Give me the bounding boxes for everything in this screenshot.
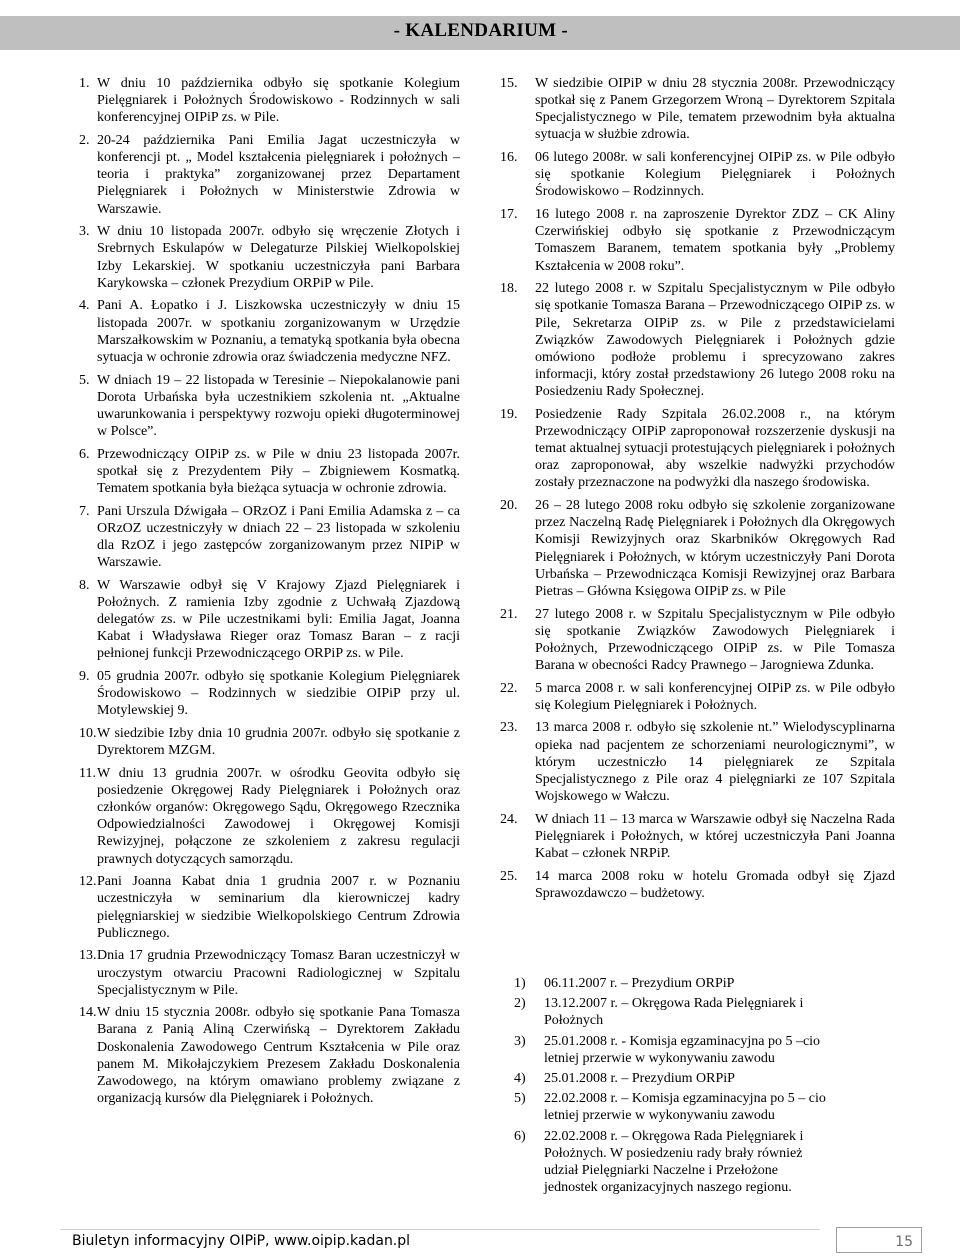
calendar-entry [500,680,895,714]
list-item-text: 05 grudnia 2007r. odbyło się spotkanie Kolegium Pielęgniarek Środowiskowo – Rodzinnych w siedzibie OIPiP przy ul. Motylewskiej 9. [97,669,460,719]
list-item-text: 13 marca 2008 r. odbyło się szkolenie nt.” Wielodyscyplinarna opieka nad pacjentem ze schorzeniami neurologicznymi”, w którym uczestniczło 14 pielęgniarek ze Szpitala Specjalistycznego z Pile oraz 4 pielęgniarki ze 107 Szpitala Wojskowego w Wałczu. [535,720,895,805]
meeting-entry [514,1033,834,1067]
list-item-number: 25. [500,868,518,884]
list-item-number: 7. [79,503,90,519]
calendar-entry [60,725,460,759]
meetings-list [514,975,834,1199]
list-item-number: 17. [500,207,518,223]
list-item-number: 2. [79,132,90,148]
list-item-text: Pani Urszula Dźwigała – ORzOZ i Pani Emilia Adamska z – ca ORzOZ uczestniczyły w dniach 22 – 23 listopada w szkoleniu dla RzOZ i jego zastępców zorganizowanym przez NIPiP w Warszawie. [97,503,460,571]
calendar-entry [500,206,895,275]
list-item-number: 15. [500,76,518,91]
calendar-entry [500,606,895,675]
list-item-number: 3) [514,1033,526,1049]
calendar-entry [60,132,460,218]
list-item-text: 26 – 28 lutego 2008 roku odbyło się szkolenie zorganizowane przez Naczelną Radę Pielęgniarek i Położnych dla Okręgowych Komisji Rewizyjnych oraz Skarbników Okręgowych Rad Pielęgniarek i Położnych, w którym uczestniczyły Pani Dorota Urbańska – Przewodnicząca Komisji Rewizyjnej oraz Barbara Pietras – Główna Księgowa OIPiP zs. w Pile [535,498,895,599]
right-column [500,75,895,908]
calendar-entry [60,668,460,719]
meeting-entry [514,1070,834,1087]
left-column [60,75,460,1113]
calendar-entry [500,719,895,805]
right-entries-list [500,75,895,902]
list-item-number: 10. [79,725,97,741]
calendar-entry [500,406,895,492]
list-item-text: 22.02.2008 r. – Okręgowa Rada Pielęgniarek i Położnych. W posiedzeniu rady brały również udział Pielęgniarki Naczelne i Przełożone jednostek organizacyjnych naszego regionu. [544,1128,804,1196]
list-item-number: 16. [500,150,518,166]
list-item-number: 20. [500,498,518,514]
list-item-number: 24. [500,811,518,827]
list-item-text: Przewodniczący OIPiP zs. w Pile w dniu 23 listopada 2007r. spotkał się z Prezydentem Piły – Zbigniewem Kosmatką. Tematem spotkania była bieżąca sytuacja w ochronie zdrowia. [97,446,460,496]
list-item-number: 19. [500,406,518,422]
calendar-entry [60,873,460,942]
list-item-text: 20-24 października Pani Emilia Jagat uczestniczyła w konferencji pt. „ Model kształcenia pielęgniarek i położnych – teoria i praktyka” zorganizowanej przez Departament Pielęgniarek i Położnych w Ministerstwie Zdrowia w Warszawie. [97,132,460,217]
meeting-entry [514,1128,834,1197]
list-item-number: 5) [514,1091,526,1107]
list-item-text: 06.11.2007 r. – Prezydium ORPiP [544,976,735,991]
list-item-text: Posiedzenie Rady Szpitala 26.02.2008 r., na którym Przewodniczący OIPiP zaproponował rozszerzenie dyskusji na temat aktualnej sytuacji protestujących pielęgniarek i położnych oraz zaproponował, aby wszelkie nadwyżki przychodów zostały przeznaczone na podwyżki dla naszego środowiska. [535,406,895,491]
list-item-text: W dniu 15 stycznia 2008r. odbyło się spotkanie Pana Tomasza Barana z Panią Aliną Czerwińską – Dyrektorem Zakładu Doskonalenia Zawodowego Centrum Kształcenia w Pile oraz panem M. Mikołajczykiem Prezesem Zakładu Doskonalenia Zawodowego, na którym omawiano problemy związane z organizacją kursów dla Pielęgniarek i Położnych. [97,1005,460,1107]
meeting-entry [514,975,834,992]
list-item-text: 5 marca 2008 r. w sali konferencyjnej OIPiP zs. w Pile odbyło się Kolegium Pielęgniarek i Położnych. [535,680,895,713]
list-item-text: 06 lutego 2008r. w sali konferencyjnej OIPiP zs. w Pile odbyło się spotkanie Kolegium Pielęgniarek i Położnych Środowiskowo – Rodzinnych. [535,150,895,200]
list-item-number: 14. [79,1005,97,1021]
list-item-text: 25.01.2008 r. – Prezydium ORPiP [544,1071,735,1087]
calendar-entry [60,503,460,572]
left-entries-list [60,75,460,1107]
list-item-text: 22.02.2008 r. – Komisja egzaminacyjna po 5 – cio letniej przerwie w wykonywaniu zawodu [544,1091,826,1124]
list-item-text: Pani Joanna Kabat dnia 1 grudnia 2007 r. w Poznaniu uczestniczyła w seminarium dla kierowniczej kadry pielęgniarskiej w siedzibie Wielkopolskiego Centrum Zdrowia Publicznego. [97,874,460,941]
calendar-entry [500,280,895,400]
list-item-text: W Warszawie odbył się V Krajowy Zjazd Pielęgniarek i Położnych. Z ramienia Izby zgodnie z Uchwałą Zjazdową delegatów zs. w Pile uczestnikami byli: Emilia Jagat, Joanna Kabat i Władysława Rieger oraz Tomasz Baran – z racji pełnionej funkcji Przewodniczącego ORPiP zs. w Pile. [97,577,460,662]
list-item-text: 14 marca 2008 roku w hotelu Gromada odbył się Zjazd Sprawozdawczo – budżetowy. [535,868,895,901]
calendar-entry [60,765,460,868]
calendar-entry [60,372,460,441]
footer-divider [60,1229,820,1230]
list-item-number: 3. [79,224,90,240]
list-item-number: 23. [500,720,518,736]
calendar-entry [500,811,895,862]
calendar-entry [60,75,460,126]
list-item-number: 8. [79,577,90,593]
list-item-text: Dnia 17 grudnia Przewodniczący Tomasz Baran uczestniczył w uroczystym otwarciu Pracowni Radiologicznej w Szpitalu Specjalistycznym w Pile. [97,948,460,998]
list-item-text: 13.12.2007 r. – Okręgowa Rada Pielęgniarek i Położnych [544,996,804,1029]
list-item-number: 5. [79,372,90,388]
list-item-text: Pani A. Łopatko i J. Liszkowska uczestniczyły w dniu 15 listopada 2007r. w spotkaniu zorganizowanym w Urzędzie Marszałkowskim w Poznaniu, a tematyką spotkania była obecna sytuacja w ochronie zdrowia oraz świadczenia medyczne NFZ. [97,298,460,365]
calendar-entry [60,577,460,663]
page-number-box [836,1227,922,1253]
list-item-text: 22 lutego 2008 r. w Szpitalu Specjalistycznym w Pile odbyło się spotkanie Tomasza Barana – Przewodniczącego OIPiP zs. w Pile, Sekretarza OIPiP zs. w Pile z przedstawicielami Związków Zawodowych Pielęgniarek i Położnych gdzie omówiono podłoże problemu i sprecyzowano zakres informacji, który został przedstawiony 26 lutego 2008 roku na Posiedzeniu Rady Społecznej. [535,281,895,400]
list-item-number: 6) [514,1128,526,1144]
list-item-number: 4. [79,298,90,314]
list-item-number: 9. [79,669,90,684]
list-item-text: W dniach 19 – 22 listopada w Teresinie – Niepokalanowie pani Dorota Urbańska była uczestnikiem szkolenia nt. „Aktualne uwarunkowania i perspektywy rozwoju opieki długoterminowej w Polsce”. [97,372,460,439]
calendar-entry [60,223,460,292]
list-item-text: W dniu 10 listopada 2007r. odbyło się wręczenie Złotych i Srebrnych Eskulapów w Delegaturze Pilskiej Wielkopolskiej Izby Lekarskiej. W spotkaniu uczestniczyła pani Barbara Karykowska – członek Prezydium ORPiP w Pile. [97,224,460,291]
list-item-number: 21. [500,606,518,622]
list-item-text: 27 lutego 2008 r. w Szpitalu Specjalistycznym w Pile odbyło się spotkanie Związków Zawodowych Pielęgniarek i Położnych, Przewodniczącego OIPiP zs. w Pile Tomasza Barana w obecności Radcy Prawnego – Jarogniewa Zdunka. [535,606,895,673]
calendar-entry [500,497,895,600]
list-item-number: 11. [79,765,96,781]
calendar-entry [60,1004,460,1107]
list-item-text: W dniu 13 grudnia 2007r. w ośrodku Geovita odbyło się posiedzenie Okręgowej Rady Pielęgniarek i Położnych oraz członków organów: Okręgowego Sądu, Okręgowego Rzecznika Odpowiedzialności Zawodowej i Okręgowej Komisji Rewizyjnej, połączone ze szkoleniem z zakresu regulacji prawnych dotyczących samorządu. [97,765,460,867]
calendar-entry [60,446,460,497]
list-item-number: 4) [514,1071,526,1087]
page-number: 15 [895,1234,913,1250]
list-item-number: 1. [79,76,90,91]
calendar-entry [500,75,895,144]
list-item-text: W dniach 11 – 13 marca w Warszawie odbył się Naczelna Rada Pielęgniarek i Położnych, w której uczestniczyła Pani Joanna Kabat – członek NRPiP. [535,811,895,862]
meeting-entry [514,995,834,1029]
list-item-number: 12. [79,874,97,890]
list-item-number: 18. [500,281,518,297]
footer-text: Biuletyn informacyjny OIPiP, www.oipip.kadan.pl [72,1233,411,1249]
list-item-text: 16 lutego 2008 r. na zaproszenie Dyrektor ZDZ – CK Aliny Czerwińskiej odbyło się spotkanie z Przewodniczącym Tomaszem Baranem, tematem spotkania były „Problemy Kształcenia w 2008 roku”. [535,207,895,274]
list-item-number: 1) [514,976,526,991]
list-item-number: 22. [500,680,518,696]
list-item-text: W siedzibie Izby dnia 10 grudnia 2007r. odbyło się spotkanie z Dyrektorem MZGM. [97,725,460,759]
calendar-entry [60,297,460,366]
page-title: - KALENDARIUM - [393,20,568,41]
calendar-entry [60,947,460,998]
list-item-number: 13. [79,948,97,964]
calendar-entry [500,868,895,902]
list-item-text: W dniu 10 października odbyło się spotkanie Kolegium Pielęgniarek i Położnych Środowiskowo - Rodzinnych w sali konferencyjnej OIPiP zs. w Pile. [97,76,460,126]
list-item-number: 6. [79,446,90,462]
list-item-text: W siedzibie OIPiP w dniu 28 stycznia 2008r. Przewodniczący spotkał się z Panem Grzegorzem Wroną – Dyrektorem Szpitala Specjalistycznego w Pile, tematem przewodnim była aktualna sytuacja w służbie zdrowia. [535,76,895,143]
calendar-entry [500,149,895,200]
list-item-number: 2) [514,996,526,1012]
meeting-entry [514,1090,834,1124]
list-item-text: 25.01.2008 r. - Komisja egzaminacyjna po 5 –cio letniej przerwie w wykonywaniu zawodu [544,1033,821,1066]
